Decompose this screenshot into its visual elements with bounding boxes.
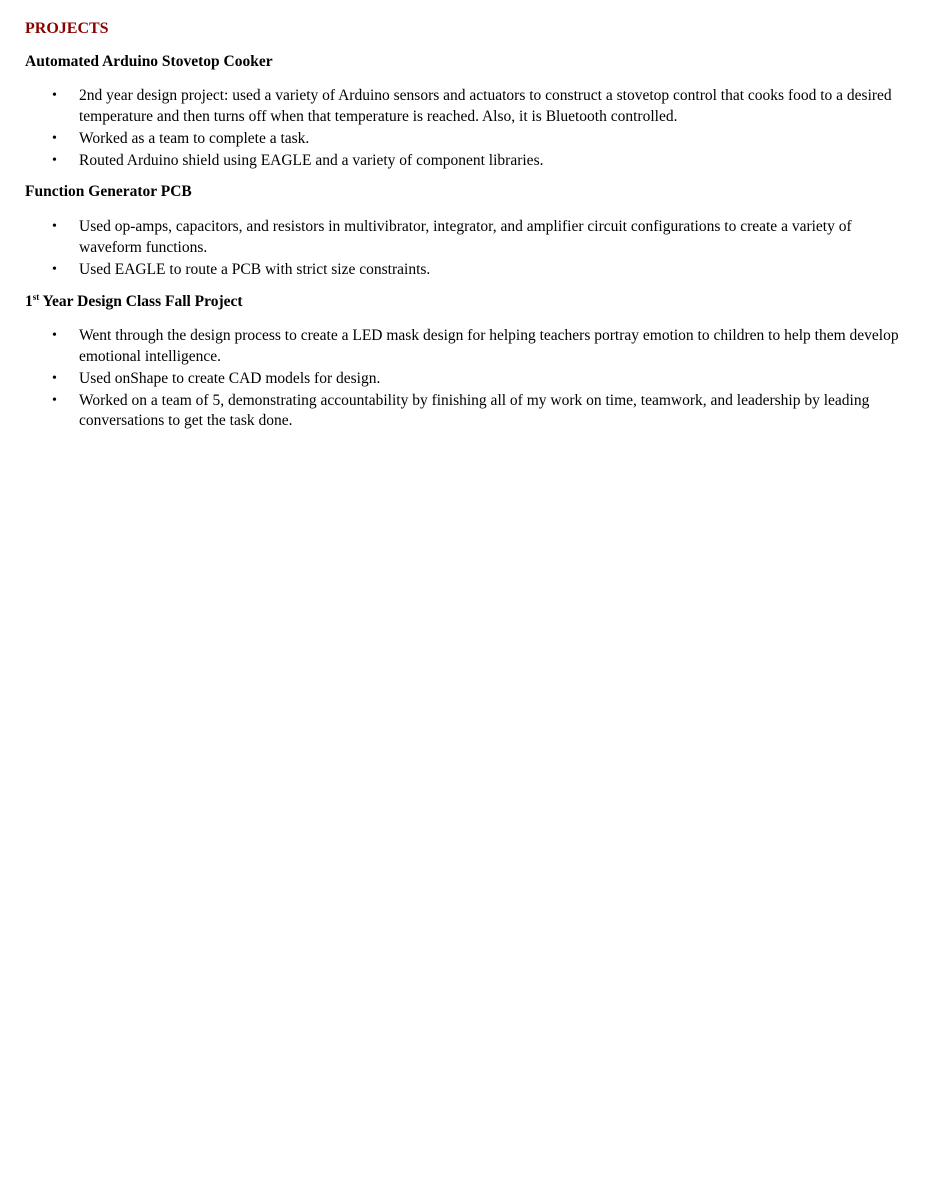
bullet-text: Went through the design process to create a LED mask design for helping teachers portray emotion to children to help them develop emotional intelligence. bbox=[79, 327, 899, 365]
bullet-icon: • bbox=[52, 88, 57, 103]
project-bullet-list bbox=[52, 86, 899, 173]
project-title: Function Generator PCB bbox=[25, 183, 192, 200]
bullet-text: Used op-amps, capacitors, and resistors in multivibrator, integrator, and amplifier circuit configurations to create a variety of waveform functions. bbox=[79, 218, 852, 256]
project-bullet-list bbox=[52, 217, 899, 282]
section-heading: PROJECTS bbox=[25, 20, 109, 37]
list-item bbox=[52, 326, 899, 367]
list-item bbox=[52, 217, 899, 258]
bullet-text: Used EAGLE to route a PCB with strict size constraints. bbox=[79, 260, 431, 278]
list-item bbox=[52, 369, 899, 390]
list-item bbox=[52, 260, 899, 281]
title-text: Year Design Class Fall Project bbox=[39, 293, 243, 310]
bullet-icon: • bbox=[52, 130, 57, 146]
bullet-text: 2nd year design project: used a variety of Arduino sensors and actuators to construct a stovetop control that cooks food to a desired temperature and then turns off when that temperature is reached. Also, it is Bluetooth controlled. bbox=[79, 87, 892, 125]
list-item bbox=[52, 129, 899, 150]
bullet-icon: • bbox=[52, 152, 57, 168]
project-title: Automated Arduino Stovetop Cooker bbox=[25, 53, 273, 70]
bullet-icon: • bbox=[52, 328, 57, 343]
bullet-icon: • bbox=[52, 370, 57, 386]
project-bullet-list bbox=[52, 326, 899, 433]
bullet-icon: • bbox=[52, 219, 57, 234]
bullet-text: Worked as a team to complete a task. bbox=[79, 129, 310, 147]
bullet-icon: • bbox=[52, 392, 57, 408]
bullet-text: Used onShape to create CAD models for design. bbox=[79, 369, 381, 387]
title-prefix: 1 bbox=[25, 293, 33, 310]
list-item bbox=[52, 86, 899, 127]
bullet-text: Routed Arduino shield using EAGLE and a variety of component libraries. bbox=[79, 151, 544, 169]
project-title bbox=[25, 292, 243, 312]
bullet-text: Worked on a team of 5, demonstrating accountability by finishing all of my work on time, teamwork, and leadership by leading conversations to get the task done. bbox=[79, 391, 870, 429]
list-item bbox=[52, 391, 899, 432]
list-item bbox=[52, 151, 899, 172]
bullet-icon: • bbox=[52, 261, 57, 277]
title-superscript: st bbox=[32, 292, 40, 302]
